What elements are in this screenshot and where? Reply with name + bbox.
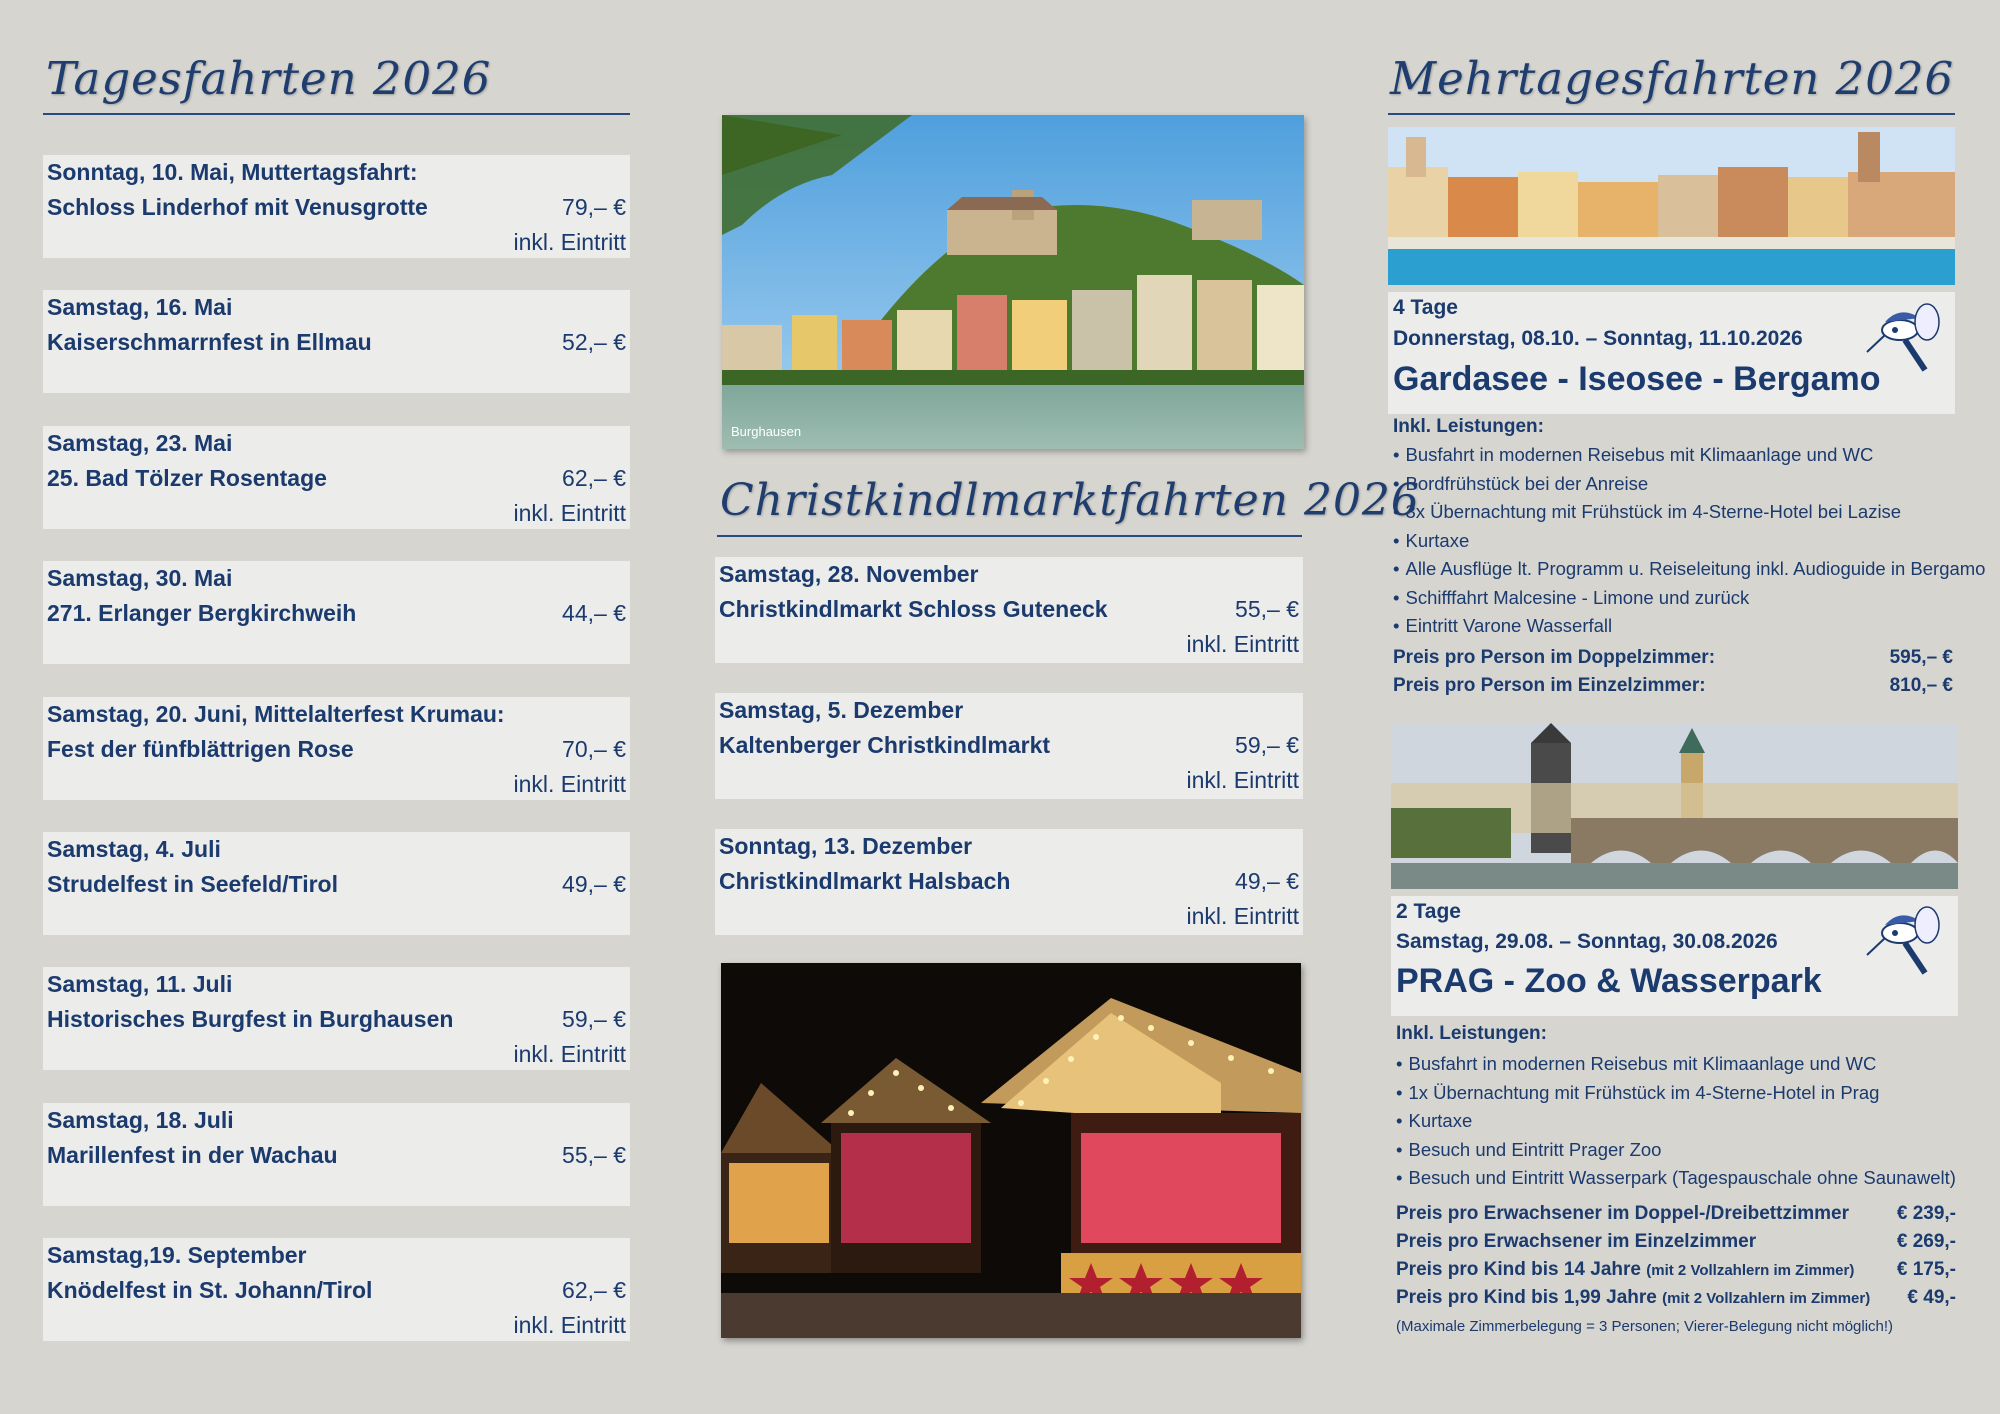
trip-price: 55,– € xyxy=(1235,596,1299,622)
footnote: (Maximale Zimmerbelegung = 3 Personen; Vierer-Belegung nicht möglich!) xyxy=(1396,1318,1894,1335)
price-row xyxy=(1396,1203,1956,1225)
trip-extra: inkl. Eintritt xyxy=(1186,631,1299,657)
price-value: € 239,- xyxy=(1896,1203,1956,1224)
service-item: • Busfahrt in modernen Reisebus mit Klimaanlage und WC xyxy=(1393,441,1985,470)
trip-date: Samstag, 16. Mai xyxy=(47,294,233,321)
service-item: • Busfahrt in modernen Reisebus mit Klimaanlage und WC xyxy=(1396,1050,1956,1079)
trip-date: Samstag, 18. Juli xyxy=(47,1106,234,1133)
trip-title: PRAG - Zoo & Wasserpark xyxy=(1396,962,1822,1000)
trip-extra: inkl. Eintritt xyxy=(513,770,626,797)
services-list xyxy=(1393,441,1985,641)
price-value: 595,– € xyxy=(1889,647,1953,668)
trip-price: 49,– € xyxy=(1235,868,1299,894)
service-item: • 3x Übernachtung mit Frühstück im 4-Sterne-Hotel bei Lazise xyxy=(1393,498,1985,527)
trip-card xyxy=(43,1103,630,1206)
trip-name: Knödelfest in St. Johann/Tirol xyxy=(47,1277,373,1304)
trip-card xyxy=(43,561,630,664)
trip-card xyxy=(715,557,1303,663)
price-row xyxy=(1396,1231,1956,1253)
price-row xyxy=(1396,1287,1956,1309)
trip-date: Sonntag, 13. Dezember xyxy=(719,833,973,859)
mascot-icon xyxy=(1865,300,1945,385)
trip-card xyxy=(43,1238,630,1341)
trip-price: 62,– € xyxy=(562,1277,626,1304)
trip-date: Sonntag, 10. Mai, Muttertagsfahrt: xyxy=(47,159,418,185)
trip-card xyxy=(715,829,1303,935)
service-item: • Besuch und Eintritt Prager Zoo xyxy=(1396,1136,1956,1165)
trip-date: Samstag, 11. Juli xyxy=(47,971,233,998)
trip-card xyxy=(43,832,630,935)
trip-date: Samstag, 23. Mai xyxy=(47,429,233,456)
price-value: 810,– € xyxy=(1889,675,1953,696)
trip-card xyxy=(43,155,630,258)
trip-title: Gardasee - Iseosee - Bergamo xyxy=(1393,360,1881,398)
trip-price: 62,– € xyxy=(562,464,626,491)
price-value: € 49,- xyxy=(1907,1287,1956,1308)
trip-extra: inkl. Eintritt xyxy=(513,1041,626,1068)
trip-card xyxy=(43,426,630,529)
trip-days: 4 Tage xyxy=(1393,296,1458,319)
trip-price: 55,– € xyxy=(562,1141,626,1168)
price-row xyxy=(1393,675,1953,697)
service-item: • Schifffahrt Malcesine - Limone und zurück xyxy=(1393,584,1985,613)
price-label: Preis pro Erwachsener im Doppel-/Dreibettzimmer xyxy=(1396,1203,1849,1224)
trip-price: 70,– € xyxy=(562,735,626,762)
service-item: • 1x Übernachtung mit Frühstück im 4-Sterne-Hotel in Prag xyxy=(1396,1079,1956,1108)
trip-name: Schloss Linderhof mit Venusgrotte xyxy=(47,194,428,220)
trip-name: Marillenfest in der Wachau xyxy=(47,1141,338,1168)
christmas-market-photo xyxy=(721,963,1301,1338)
trip-date: Samstag,19. September xyxy=(47,1242,307,1269)
heading-rule xyxy=(1388,113,1955,115)
heading-rule xyxy=(43,113,630,115)
trip-price: 59,– € xyxy=(562,1006,626,1033)
trip-price: 79,– € xyxy=(562,194,626,220)
trip-dates: Samstag, 29.08. – Sonntag, 30.08.2026 xyxy=(1396,930,1778,953)
trip-price: 44,– € xyxy=(562,600,626,627)
service-item: • Kurtaxe xyxy=(1396,1107,1956,1136)
trip-name: Historisches Burgfest in Burghausen xyxy=(47,1006,454,1033)
trip-price: 59,– € xyxy=(1235,732,1299,758)
services-label: Inkl. Leistungen: xyxy=(1396,1023,1547,1044)
service-item: • Alle Ausflüge lt. Programm u. Reiseleitung inkl. Audioguide in Bergamo xyxy=(1393,555,1985,584)
trip-extra: inkl. Eintritt xyxy=(1186,767,1299,793)
price-label: Preis pro Person im Doppelzimmer: xyxy=(1393,647,1716,668)
trip-price: 49,– € xyxy=(562,871,626,897)
gardasee-photo xyxy=(1388,127,1955,285)
trip-dates: Donnerstag, 08.10. – Sonntag, 11.10.2026 xyxy=(1393,327,1803,350)
trip-card xyxy=(43,967,630,1070)
trip-card xyxy=(715,693,1303,799)
trip-extra: inkl. Eintritt xyxy=(513,1312,626,1339)
heading-rule xyxy=(717,535,1302,537)
mascot-icon xyxy=(1865,903,1945,988)
christkindlmarkt-heading: Christkindlmarktfahrten 2026 xyxy=(720,475,1420,526)
price-value: € 269,- xyxy=(1896,1231,1956,1252)
burghausen-photo xyxy=(722,115,1304,449)
trip-name: Christkindlmarkt Halsbach xyxy=(719,868,1011,894)
price-row xyxy=(1393,647,1953,669)
service-item: • Eintritt Varone Wasserfall xyxy=(1393,612,1985,641)
trip-date: Samstag, 28. November xyxy=(719,561,979,587)
price-value: € 175,- xyxy=(1896,1259,1956,1280)
price-note: (mit 2 Vollzahlern im Zimmer) xyxy=(1662,1290,1871,1307)
price-label: Preis pro Person im Einzelzimmer: xyxy=(1393,675,1706,696)
services-list xyxy=(1396,1050,1956,1193)
trip-name: Kaiserschmarrnfest in Ellmau xyxy=(47,329,372,356)
service-item: • Besuch und Eintritt Wasserpark (Tagespauschale ohne Saunawelt) xyxy=(1396,1164,1956,1193)
service-item: • Bordfrühstück bei der Anreise xyxy=(1393,470,1985,499)
trip-extra: inkl. Eintritt xyxy=(1186,903,1299,929)
trip-days: 2 Tage xyxy=(1396,900,1461,923)
trip-card xyxy=(43,290,630,393)
trip-name: Strudelfest in Seefeld/Tirol xyxy=(47,871,338,897)
trip-date: Samstag, 30. Mai xyxy=(47,565,233,592)
service-item: • Kurtaxe xyxy=(1393,527,1985,556)
photo-caption: Burghausen xyxy=(731,424,802,439)
trip-extra: inkl. Eintritt xyxy=(513,499,626,526)
trip-name: Christkindlmarkt Schloss Guteneck xyxy=(719,596,1108,622)
price-label: Preis pro Kind bis 14 Jahre xyxy=(1396,1259,1641,1280)
trip-price: 52,– € xyxy=(562,329,626,356)
price-label: Preis pro Erwachsener im Einzelzimmer xyxy=(1396,1231,1757,1252)
trip-date: Samstag, 20. Juni, Mittelalterfest Krumau: xyxy=(47,700,505,727)
services-label: Inkl. Leistungen: xyxy=(1393,416,1544,437)
mehrtagesfahrten-heading: Mehrtagesfahrten 2026 xyxy=(1390,52,1955,105)
trip-extra: inkl. Eintritt xyxy=(513,229,626,255)
prague-photo xyxy=(1391,723,1958,889)
trip-name: Fest der fünfblättrigen Rose xyxy=(47,735,354,762)
trip-name: 271. Erlanger Bergkirchweih xyxy=(47,600,357,627)
trip-name: 25. Bad Tölzer Rosentage xyxy=(47,464,327,491)
trip-card xyxy=(43,697,630,800)
price-note: (mit 2 Vollzahlern im Zimmer) xyxy=(1646,1262,1855,1279)
price-label: Preis pro Kind bis 1,99 Jahre xyxy=(1396,1287,1657,1308)
trip-name: Kaltenberger Christkindlmarkt xyxy=(719,732,1051,758)
trip-date: Samstag, 4. Juli xyxy=(47,836,221,862)
tagesfahrten-heading: Tagesfahrten 2026 xyxy=(46,52,492,105)
price-row xyxy=(1396,1259,1956,1281)
trip-date: Samstag, 5. Dezember xyxy=(719,697,964,723)
